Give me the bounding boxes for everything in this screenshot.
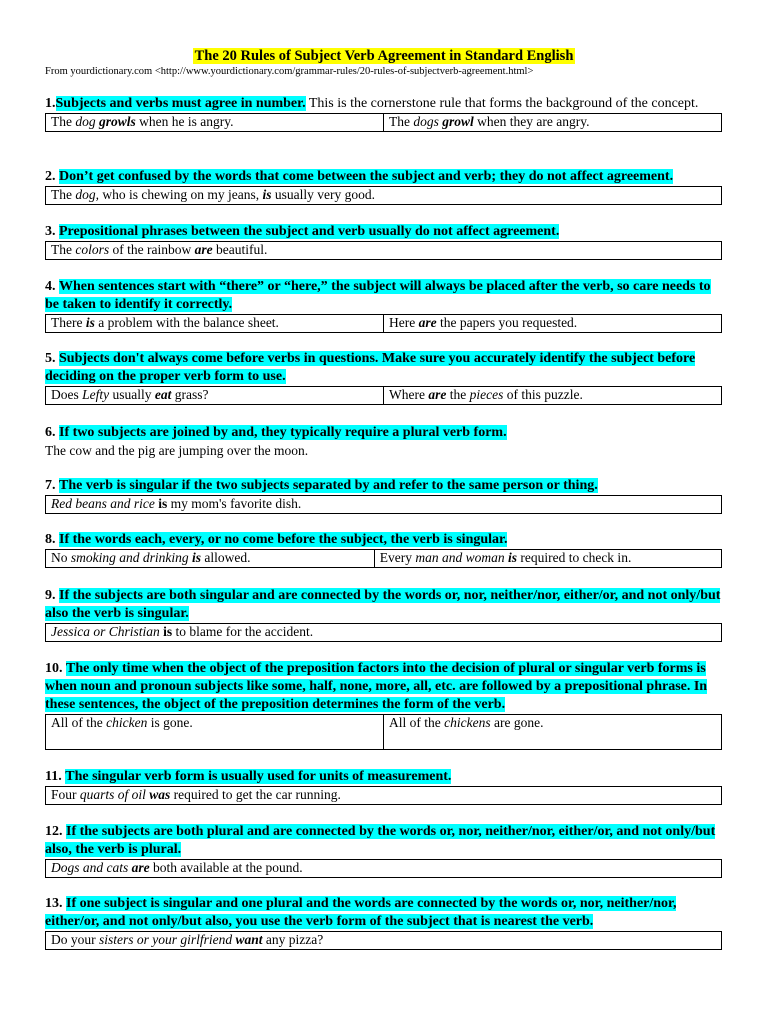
example-sentence: The cow and the pig are jumping over the moon. <box>45 443 309 458</box>
rule-9: 9. If the subjects are both singular and are connected by the words or, nor, neither/nor, either/or, and not only/but also the verb is singular. Jessica or Christian is to blame for the accident. <box>45 587 725 642</box>
rule-7: 7. The verb is singular if the two subjects separated by and refer to the same person or thing. Red beans and rice is my mom's favorite dish. <box>45 477 725 514</box>
rule-2: 2. Don’t get confused by the words that come between the subject and verb; they do not affect agreement. The dog, who is chewing on my jeans, is usually very good. <box>45 168 725 205</box>
example-cell: The dog growls when he is angry. <box>46 114 384 132</box>
example-cell: The colors of the rainbow are beautiful. <box>46 242 722 260</box>
example-cell: All of the chicken is gone. <box>46 715 384 750</box>
example-cell: Here are the papers you requested. <box>384 315 722 333</box>
rule-11: 11. The singular verb form is usually used for units of measurement. Four quarts of oil was required to get the car running. <box>45 768 725 805</box>
rule-3: 3. Prepositional phrases between the subject and verb usually do not affect agreement. The colors of the rainbow are beautiful. <box>45 223 725 260</box>
example-table <box>45 113 722 132</box>
rule-heading: If the subjects are both plural and are connected by the words or, nor, neither/nor, either/or, and not only/but also, the verb is plural. <box>45 824 716 857</box>
example-cell: Where are the pieces of this puzzle. <box>384 387 722 405</box>
rule-12: 12. If the subjects are both plural and are connected by the words or, nor, neither/nor, either/or, and not only/but also, the verb is plural. Dogs and cats are both available at the pound. <box>45 823 725 878</box>
rule-13: 13. If one subject is singular and one plural and the words are connected by the words or, nor, neither/nor, either/or, and not only/but also, you use the verb form of the subject that is nearest the verb. Do your sisters or your girlfriend want any pizza? <box>45 895 725 950</box>
example-table <box>45 859 722 878</box>
rule-8: 8. If the words each, every, or no come before the subject, the verb is singular. No smoking and drinking is allowed. Every man and woman is required to check in. <box>45 531 725 568</box>
example-table <box>45 549 722 568</box>
example-cell: Dogs and cats are both available at the pound. <box>46 860 722 878</box>
rule-heading: Subjects and verbs must agree in number. <box>55 96 306 111</box>
example-table <box>45 314 722 333</box>
rule-1: 1.Subjects and verbs must agree in number. This is the cornerstone rule that forms the background of the concept. The dog growls when he is angry. The dogs growl when they are angry. <box>45 95 725 132</box>
example-cell: Does Lefty usually eat grass? <box>46 387 384 405</box>
example-cell: The dogs growl when they are angry. <box>384 114 722 132</box>
rule-heading: If one subject is singular and one plural and the words are connected by the words or, nor, neither/nor, either/or, and not only/but also, you use the verb form of the subject that is nearest the verb. <box>45 896 677 929</box>
example-cell: There is a problem with the balance sheet. <box>46 315 384 333</box>
source-citation: From yourdictionary.com <http://www.yourdictionary.com/grammar-rules/20-rules-of-subjectverb-agreement.html> <box>45 66 534 77</box>
rule-10: 10. The only time when the object of the preposition factors into the decision of plural or singular verb forms is when noun and pronoun subjects like some, half, none, more, all, etc. are followed by a prepositional phrase. In these sentences, the object of the preposition determines the form of the verb. All of the chicken is gone. All of the chickens are gone. <box>45 660 725 750</box>
example-table <box>45 714 722 750</box>
example-cell: Jessica or Christian is to blame for the accident. <box>46 624 722 642</box>
example-table <box>45 495 722 514</box>
rule-heading: Subjects don't always come before verbs in questions. Make sure you accurately identify the subject before deciding on the proper verb form to use. <box>45 351 696 384</box>
rule-6: 6. If two subjects are joined by and, they typically require a plural verb form. The cow and the pig are jumping over the moon. <box>45 424 725 459</box>
example-table <box>45 931 722 950</box>
example-table <box>45 241 722 260</box>
example-table <box>45 786 722 805</box>
rule-5: 5. Subjects don't always come before verbs in questions. Make sure you accurately identify the subject before deciding on the proper verb form to use. Does Lefty usually eat grass? Where are the pieces of this puzzle. <box>45 350 725 405</box>
example-cell: The dog, who is chewing on my jeans, is usually very good. <box>46 187 722 205</box>
rule-heading: When sentences start with “there” or “here,” the subject will always be placed after the verb, so care needs to be taken to identify it correctly. <box>45 279 711 312</box>
example-cell: Every man and woman is required to check in. <box>374 550 721 568</box>
rule-heading: If two subjects are joined by and, they typically require a plural verb form. <box>59 425 507 440</box>
rule-4: 4. When sentences start with “there” or “here,” the subject will always be placed after the verb, so care needs to be taken to identify it correctly. There is a problem with the balance sheet. Here are the papers you requested. <box>45 278 725 333</box>
rule-heading: If the subjects are both singular and are connected by the words or, nor, neither/nor, either/or, and not only/but also the verb is singular. <box>45 588 721 621</box>
example-table <box>45 386 722 405</box>
example-cell: All of the chickens are gone. <box>384 715 722 750</box>
example-cell: Do your sisters or your girlfriend want any pizza? <box>46 932 722 950</box>
example-cell: Red beans and rice is my mom's favorite dish. <box>46 496 722 514</box>
example-table <box>45 186 722 205</box>
rule-heading: The singular verb form is usually used for units of measurement. <box>65 769 452 784</box>
rule-heading: Don’t get confused by the words that come between the subject and verb; they do not affect agreement. <box>59 169 674 184</box>
rule-heading: Prepositional phrases between the subject and verb usually do not affect agreement. <box>59 224 560 239</box>
rule-heading: The only time when the object of the preposition factors into the decision of plural or singular verb forms is when noun and pronoun subjects like some, half, none, more, all, etc. are followed by a prepositional phrase. In these sentences, the object of the preposition determines the form of the verb. <box>45 661 708 712</box>
rule-heading: The verb is singular if the two subjects separated by and refer to the same person or thing. <box>59 478 598 493</box>
example-table <box>45 623 722 642</box>
example-cell: Four quarts of oil was required to get the car running. <box>46 787 722 805</box>
page-title: The 20 Rules of Subject Verb Agreement in Standard English <box>194 48 574 64</box>
example-cell: No smoking and drinking is allowed. <box>46 550 375 568</box>
rule-heading: If the words each, every, or no come before the subject, the verb is singular. <box>59 532 508 547</box>
